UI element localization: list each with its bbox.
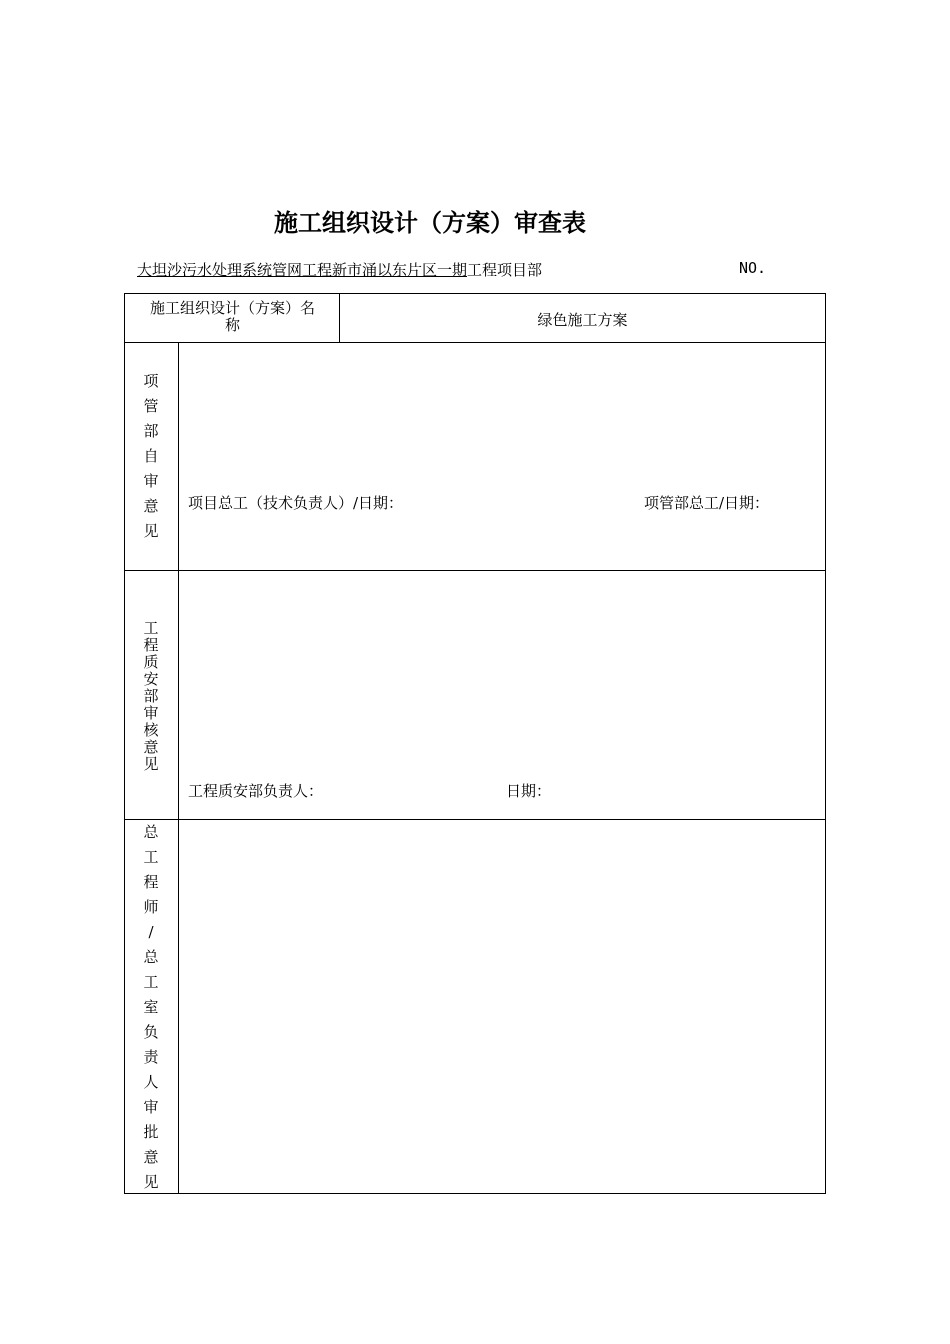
vertical-label-char: 意 — [143, 738, 159, 756]
row-divider — [124, 342, 826, 343]
vertical-label-char: 部 — [143, 687, 159, 705]
vertical-label-char: / — [148, 923, 154, 941]
vertical-label-char: 总 — [143, 823, 159, 841]
plan-name-label — [130, 300, 335, 334]
project-name-suffix: 工程项目部 — [467, 261, 543, 279]
project-name — [137, 259, 542, 280]
dept-chief-signature-date-label: 项管部总工/日期： — [644, 494, 770, 512]
chief-engineer-signature-date-label: 项目总工（技术负责人）/日期： — [188, 494, 404, 512]
page-title: 施工组织设计（方案）审查表 — [274, 208, 586, 237]
project-name-underlined: 大坦沙污水处理系统管网工程新市涌以东片区一期 — [137, 261, 468, 279]
chief-engineer-approval-label — [125, 820, 177, 1195]
vertical-label-char: 程 — [143, 873, 159, 891]
vertical-label-char: 管 — [143, 397, 159, 415]
vertical-label-char: 工 — [143, 619, 159, 637]
vertical-label-char: 工 — [143, 848, 159, 866]
vertical-label-char: 自 — [143, 447, 159, 465]
quality-safety-date-label: 日期： — [506, 782, 552, 800]
vertical-label-char: 见 — [143, 755, 159, 773]
vertical-label-char: 工 — [143, 973, 159, 991]
vertical-label-char: 总 — [143, 948, 159, 966]
vertical-label-char: 师 — [143, 898, 159, 916]
vertical-label-char: 人 — [143, 1073, 159, 1091]
project-dept-review-label — [125, 369, 177, 544]
label-column-divider — [178, 342, 179, 1194]
row-divider — [124, 819, 826, 820]
vertical-label-char: 审 — [143, 472, 159, 490]
document-number-label: NO. — [739, 259, 767, 277]
vertical-label-char: 室 — [143, 998, 159, 1016]
vertical-label-char: 项 — [143, 372, 159, 390]
quality-safety-review-label — [125, 620, 177, 773]
vertical-label-char: 责 — [143, 1048, 159, 1066]
plan-name-label-line2: 称 — [224, 316, 240, 334]
vertical-label-char: 审 — [143, 1098, 159, 1116]
plan-name-value: 绿色施工方案 — [537, 311, 628, 329]
quality-safety-manager-label: 工程质安部负责人： — [188, 782, 324, 800]
vertical-label-char: 意 — [143, 497, 159, 515]
vertical-label-char: 批 — [143, 1123, 159, 1141]
vertical-label-char: 见 — [143, 522, 159, 540]
vertical-label-char: 部 — [143, 422, 159, 440]
vertical-label-char: 安 — [143, 670, 159, 688]
vertical-label-char: 质 — [143, 653, 159, 671]
vertical-label-char: 程 — [143, 636, 159, 654]
vertical-label-char: 负 — [143, 1023, 159, 1041]
review-table — [124, 293, 826, 1194]
vertical-label-char: 审 — [143, 704, 159, 722]
plan-name-label-line1: 施工组织设计（方案）名 — [149, 299, 315, 317]
vertical-label-char: 意 — [143, 1148, 159, 1166]
vertical-label-char: 见 — [143, 1173, 159, 1191]
vertical-label-char: 核 — [143, 721, 159, 739]
row-divider — [124, 570, 826, 571]
